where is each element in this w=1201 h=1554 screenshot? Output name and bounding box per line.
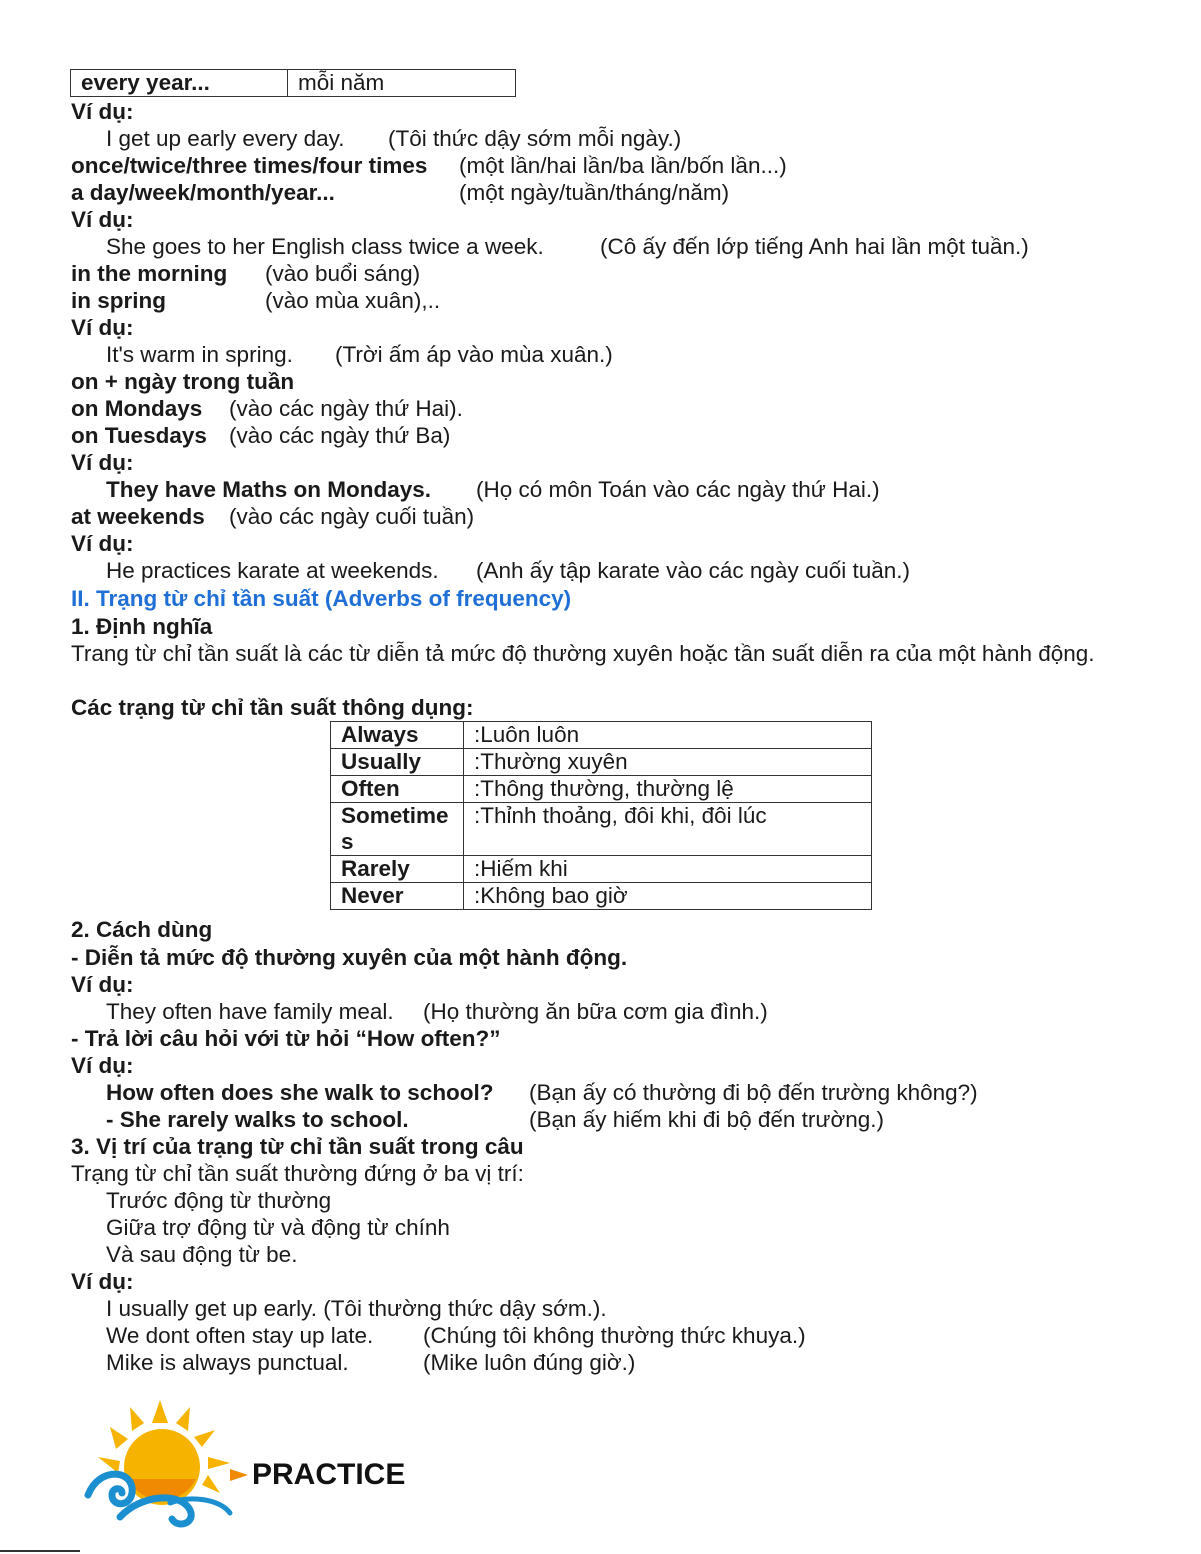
gloss: (một ngày/tuần/tháng/năm) bbox=[459, 180, 730, 205]
every-year-table bbox=[70, 69, 516, 97]
example-en: They have Maths on Mondays. bbox=[106, 477, 432, 502]
adverb-word: Never bbox=[331, 883, 464, 910]
table-cell-gloss: mỗi năm bbox=[288, 70, 516, 97]
term: at weekends bbox=[71, 504, 205, 529]
term-line bbox=[71, 179, 730, 206]
example-sentence bbox=[106, 557, 911, 584]
example-sentence bbox=[106, 1322, 806, 1349]
example-label: Ví dụ: bbox=[71, 99, 134, 124]
adverb-word: Always bbox=[331, 722, 464, 749]
gloss: (vào buổi sáng) bbox=[265, 261, 421, 286]
example-label: Ví dụ: bbox=[71, 315, 134, 340]
term: on Mondays bbox=[71, 396, 203, 421]
sun-wave-logo-icon bbox=[80, 1395, 250, 1530]
usage-point: - Trả lời câu hỏi với từ hỏi “How often?” bbox=[71, 1026, 501, 1051]
example-vi: (Tôi thức dậy sớm mỗi ngày.) bbox=[388, 126, 682, 151]
example-sentence bbox=[106, 341, 613, 368]
gloss: (vào các ngày cuối tuần) bbox=[229, 504, 475, 529]
adverb-meaning: :Thông thường, thường lệ bbox=[464, 776, 872, 803]
example-label: Ví dụ: bbox=[71, 207, 134, 232]
example-en: We dont often stay up late. bbox=[106, 1323, 374, 1348]
subheading: 2. Cách dùng bbox=[71, 917, 213, 942]
example-label: Ví dụ: bbox=[71, 531, 134, 556]
example-vi: (Anh ấy tập karate vào các ngày cuối tuần.) bbox=[476, 558, 911, 583]
term-line bbox=[71, 503, 475, 530]
subheading: on + ngày trong tuần bbox=[71, 369, 295, 394]
gloss: (vào các ngày thứ Hai). bbox=[229, 396, 463, 421]
example-en: She goes to her English class twice a week. bbox=[106, 234, 544, 259]
term: in the morning bbox=[71, 261, 228, 286]
subheading: Các trạng từ chỉ tần suất thông dụng: bbox=[71, 695, 474, 720]
section-heading: II. Trạng từ chỉ tần suất (Adverbs of frequency) bbox=[71, 586, 572, 611]
example-en: Mike is always punctual. bbox=[106, 1350, 349, 1375]
example-sentence bbox=[106, 125, 682, 152]
adverb-meaning: :Hiếm khi bbox=[464, 856, 872, 883]
term: on Tuesdays bbox=[71, 423, 207, 448]
example-sentence bbox=[106, 998, 768, 1025]
example-en: How often does she walk to school? bbox=[106, 1080, 494, 1105]
example-vi: (Mike luôn đúng giờ.) bbox=[423, 1350, 636, 1375]
adverb-meaning: :Luôn luôn bbox=[464, 722, 872, 749]
gloss: (vào các ngày thứ Ba) bbox=[229, 423, 451, 448]
adverb-word: Sometime s bbox=[331, 803, 464, 856]
position-item: Và sau động từ be. bbox=[106, 1242, 298, 1267]
term-line bbox=[71, 152, 787, 179]
usage-point: - Diễn tả mức độ thường xuyên của một hành động. bbox=[71, 945, 628, 970]
term-line bbox=[71, 260, 421, 287]
position-item: Giữa trợ động từ và động từ chính bbox=[106, 1215, 450, 1240]
adverbs-table bbox=[330, 721, 872, 910]
example-vi: (Bạn ấy hiếm khi đi bộ đến trường.) bbox=[529, 1107, 884, 1132]
term: in spring bbox=[71, 288, 166, 313]
term-line bbox=[71, 422, 451, 449]
example-label: Ví dụ: bbox=[71, 972, 134, 997]
example-sentence bbox=[106, 476, 880, 503]
footer-divider bbox=[0, 1550, 80, 1552]
example-vi: (Trời ấm áp vào mùa xuân.) bbox=[335, 342, 613, 367]
term: a day/week/month/year... bbox=[71, 180, 335, 205]
example-sentence bbox=[106, 1106, 884, 1133]
example-en: It's warm in spring. bbox=[106, 342, 293, 367]
example-sentence bbox=[106, 1079, 978, 1106]
adverb-meaning: :Thường xuyên bbox=[464, 749, 872, 776]
definition-text: Trang từ chỉ tần suất là các từ diễn tả mức độ thường xuyên hoặc tần suất diễn ra của một hành động. bbox=[71, 641, 1095, 666]
example-en: - She rarely walks to school. bbox=[106, 1107, 409, 1132]
position-text: Trạng từ chỉ tần suất thường đứng ở ba vị trí: bbox=[71, 1161, 524, 1186]
example-sentence bbox=[106, 233, 1029, 260]
table-cell-term: every year... bbox=[71, 70, 288, 97]
adverb-word: Usually bbox=[331, 749, 464, 776]
subheading: 1. Định nghĩa bbox=[71, 614, 213, 639]
example-vi: (Cô ấy đến lớp tiếng Anh hai lần một tuần.) bbox=[600, 234, 1029, 259]
gloss: (vào mùa xuân),.. bbox=[265, 288, 441, 313]
term-line bbox=[71, 287, 441, 314]
example-en: I get up early every day. bbox=[106, 126, 345, 151]
adverb-word: Rarely bbox=[331, 856, 464, 883]
adverb-meaning: :Không bao giờ bbox=[464, 883, 872, 910]
example-vi: (Họ có môn Toán vào các ngày thứ Hai.) bbox=[476, 477, 880, 502]
example-vi: (Bạn ấy có thường đi bộ đến trường không?) bbox=[529, 1080, 978, 1105]
example-label: Ví dụ: bbox=[71, 450, 134, 475]
example-vi: (Chúng tôi không thường thức khuya.) bbox=[423, 1323, 806, 1348]
practice-label: PRACTICE bbox=[252, 1458, 406, 1491]
example-vi: (Họ thường ăn bữa cơm gia đình.) bbox=[423, 999, 768, 1024]
adverb-meaning: :Thỉnh thoảng, đôi khi, đôi lúc bbox=[464, 803, 872, 856]
term: once/twice/three times/four times bbox=[71, 153, 428, 178]
position-item: Trước động từ thường bbox=[106, 1188, 332, 1213]
term-line bbox=[71, 395, 463, 422]
gloss: (một lần/hai lần/ba lần/bốn lần...) bbox=[459, 153, 787, 178]
subheading: 3. Vị trí của trạng từ chỉ tần suất trong câu bbox=[71, 1134, 524, 1159]
example-label: Ví dụ: bbox=[71, 1269, 134, 1294]
example-en: They often have family meal. bbox=[106, 999, 394, 1024]
example-label: Ví dụ: bbox=[71, 1053, 134, 1078]
adverb-word: Often bbox=[331, 776, 464, 803]
example-sentence: I usually get up early. (Tôi thường thức dậy sớm.). bbox=[106, 1296, 607, 1321]
example-en: He practices karate at weekends. bbox=[106, 558, 439, 583]
example-sentence bbox=[106, 1349, 636, 1376]
